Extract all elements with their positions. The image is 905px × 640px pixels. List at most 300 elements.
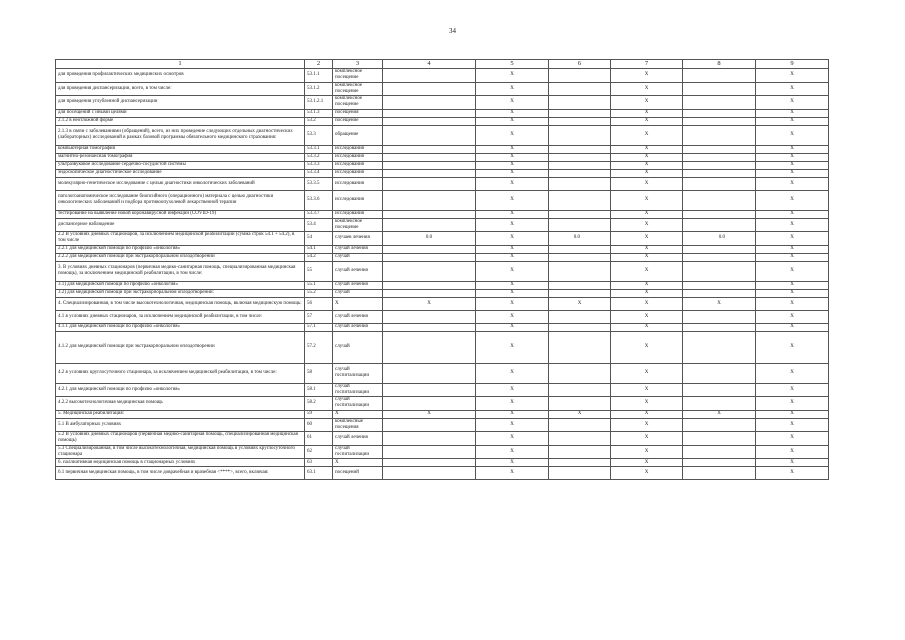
value-cell	[683, 109, 756, 117]
value-cell	[683, 245, 756, 253]
unit-of-measure: комплексные посещения	[333, 418, 383, 432]
row-description: 4. Специализированная, в том числе высокотехнологичная, медицинская помощь, включая медицинскую помощь:	[56, 297, 305, 310]
value-cell: X	[549, 297, 611, 310]
row-code: 53.3.1	[305, 145, 333, 153]
value-cell	[549, 331, 611, 363]
value-cell	[549, 281, 611, 289]
value-cell: X	[611, 177, 683, 190]
value-cell: X	[611, 310, 683, 323]
table-row	[56, 410, 829, 418]
value-cell: X	[611, 210, 683, 218]
table-row	[56, 82, 829, 96]
row-description: тестирование на выявление новой коронавирусной инфекции (COVID-19)	[56, 210, 305, 218]
column-number: 1	[56, 60, 305, 69]
unit-of-measure: исследования	[333, 190, 383, 210]
value-cell: X	[476, 397, 549, 411]
value-cell	[383, 145, 476, 153]
value-cell	[683, 161, 756, 169]
value-cell: X	[611, 418, 683, 432]
value-cell: X	[476, 281, 549, 289]
value-cell	[549, 467, 611, 480]
value-cell	[383, 109, 476, 117]
row-code: 54.2	[305, 253, 333, 261]
value-cell	[549, 261, 611, 281]
value-cell	[549, 169, 611, 177]
value-cell	[549, 117, 611, 125]
value-cell: X	[611, 467, 683, 480]
column-number-row	[56, 60, 829, 69]
value-cell	[683, 281, 756, 289]
row-code: 58	[305, 363, 333, 383]
value-cell: X	[611, 323, 683, 331]
value-cell	[549, 289, 611, 297]
value-cell	[683, 383, 756, 397]
value-cell: X	[756, 310, 829, 323]
value-cell: X	[476, 310, 549, 323]
value-cell	[383, 210, 476, 218]
row-description: 6. паллиативная медицинская помощь в стационарных условиях	[56, 459, 305, 467]
row-description: 2.2.2 для медицинской помощи при экстракорпоральном оплодотворении	[56, 253, 305, 261]
value-cell: X	[611, 82, 683, 96]
value-cell	[683, 331, 756, 363]
value-cell	[683, 117, 756, 125]
unit-of-measure: случай госпитализации	[333, 383, 383, 397]
row-code: 53.2	[305, 117, 333, 125]
value-cell: X	[611, 261, 683, 281]
value-cell: X	[756, 153, 829, 161]
value-cell: X	[476, 161, 549, 169]
value-cell: X	[611, 145, 683, 153]
row-code: 57.1	[305, 323, 333, 331]
value-cell: X	[476, 261, 549, 281]
value-cell: X	[756, 289, 829, 297]
value-cell	[683, 153, 756, 161]
row-code: 56	[305, 297, 333, 310]
value-cell: X	[756, 281, 829, 289]
unit-of-measure: исследования	[333, 177, 383, 190]
row-description: для проведения углубленной диспансеризации	[56, 96, 305, 110]
value-cell: X	[611, 297, 683, 310]
value-cell: X	[611, 161, 683, 169]
value-cell	[683, 323, 756, 331]
value-cell	[549, 310, 611, 323]
value-cell: X	[756, 69, 829, 83]
value-cell: X	[476, 418, 549, 432]
value-cell	[383, 432, 476, 446]
value-cell: X	[611, 169, 683, 177]
unit-of-measure: X	[333, 410, 383, 418]
value-cell	[383, 459, 476, 467]
value-cell: X	[611, 125, 683, 145]
value-cell: X	[611, 117, 683, 125]
unit-of-measure: случай лечения	[333, 310, 383, 323]
column-number: 8	[683, 60, 756, 69]
value-cell: X	[476, 331, 549, 363]
value-cell: X	[756, 210, 829, 218]
value-cell: X	[476, 432, 549, 446]
unit-of-measure: случаев лечения	[333, 232, 383, 246]
value-cell: X	[611, 69, 683, 83]
value-cell: X	[756, 125, 829, 145]
value-cell	[549, 69, 611, 83]
value-cell	[383, 177, 476, 190]
unit-of-measure: случай	[333, 253, 383, 261]
row-description: молекулярно-генетическое исследование с целью диагностики онкологических заболеваний	[56, 177, 305, 190]
value-cell: X	[476, 109, 549, 117]
table-row	[56, 177, 829, 190]
value-cell	[683, 190, 756, 210]
value-cell: X	[476, 253, 549, 261]
table-row	[56, 383, 829, 397]
row-description: для посещений с иными целями	[56, 109, 305, 117]
value-cell: X	[476, 297, 549, 310]
value-cell	[549, 109, 611, 117]
table-row	[56, 109, 829, 117]
value-cell	[383, 289, 476, 297]
value-cell: X	[476, 210, 549, 218]
value-cell	[549, 161, 611, 169]
value-cell: X	[476, 363, 549, 383]
value-cell: X	[756, 218, 829, 232]
value-cell	[683, 310, 756, 323]
value-cell: X	[611, 232, 683, 246]
table-row	[56, 125, 829, 145]
row-code: 57	[305, 310, 333, 323]
row-code: 60	[305, 418, 333, 432]
value-cell	[383, 418, 476, 432]
unit-of-measure: комплексное посещение	[333, 69, 383, 83]
value-cell: 0.0	[683, 232, 756, 246]
table-row	[56, 261, 829, 281]
row-code: 53.3.2	[305, 153, 333, 161]
value-cell: X	[756, 445, 829, 459]
value-cell	[683, 418, 756, 432]
value-cell	[383, 161, 476, 169]
row-code: 53.4	[305, 218, 333, 232]
row-description: 2.2.1 для медицинской помощи по профилю «онкология»	[56, 245, 305, 253]
value-cell: X	[549, 410, 611, 418]
row-description: диспансерное наблюдение	[56, 218, 305, 232]
value-cell: X	[611, 153, 683, 161]
row-code: 53.3	[305, 125, 333, 145]
value-cell: X	[756, 383, 829, 397]
table-row	[56, 310, 829, 323]
value-cell	[383, 153, 476, 161]
value-cell: X	[756, 467, 829, 480]
row-code: 59	[305, 410, 333, 418]
value-cell	[683, 210, 756, 218]
value-cell	[549, 125, 611, 145]
table-row	[56, 289, 829, 297]
value-cell	[683, 125, 756, 145]
value-cell	[549, 397, 611, 411]
value-cell	[549, 82, 611, 96]
value-cell: X	[476, 218, 549, 232]
value-cell: X	[476, 383, 549, 397]
value-cell: X	[683, 410, 756, 418]
value-cell: X	[476, 323, 549, 331]
row-code: 57.2	[305, 331, 333, 363]
value-cell: X	[611, 281, 683, 289]
unit-of-measure: посещение	[333, 117, 383, 125]
column-number: 5	[476, 60, 549, 69]
value-cell: X	[756, 363, 829, 383]
row-code: 63.1	[305, 467, 333, 480]
value-cell: X	[756, 418, 829, 432]
medical-care-volume-table	[55, 59, 829, 480]
value-cell	[383, 253, 476, 261]
row-description: патологоанатомическое исследование биопсийного (операционного) материала с целью диагностики онкологических заболеваний и подбора противоопухолевой лекарственной терапии	[56, 190, 305, 210]
value-cell	[383, 281, 476, 289]
row-code: 53.1.2.1	[305, 96, 333, 110]
unit-of-measure: исследования	[333, 161, 383, 169]
value-cell: X	[611, 109, 683, 117]
value-cell	[383, 331, 476, 363]
row-description: 3. В условиях дневных стационаров (первичная медико-санитарная помощь, специализированная медицинская помощь), за исключением медицинской реабилитации, в том числе:	[56, 261, 305, 281]
value-cell	[683, 82, 756, 96]
table-row	[56, 169, 829, 177]
row-description: 3.1) для медицинской помощи по профилю «онкология»	[56, 281, 305, 289]
unit-of-measure: случай лечения	[333, 245, 383, 253]
table-row	[56, 432, 829, 446]
row-description: 2.2 В условиях дневных стационаров, за исключением медицинской реабилитации (сумма строк 54.1 + 54.2), в том числе	[56, 232, 305, 246]
unit-of-measure: случай	[333, 289, 383, 297]
value-cell	[549, 323, 611, 331]
value-cell	[683, 145, 756, 153]
value-cell	[683, 467, 756, 480]
unit-of-measure: посещения	[333, 109, 383, 117]
value-cell: X	[476, 445, 549, 459]
table-row	[56, 397, 829, 411]
value-cell: X	[611, 432, 683, 446]
row-code: 63	[305, 459, 333, 467]
value-cell	[383, 397, 476, 411]
table-row	[56, 218, 829, 232]
value-cell	[549, 432, 611, 446]
value-cell: X	[476, 289, 549, 297]
unit-of-measure: комплексное посещение	[333, 218, 383, 232]
value-cell	[549, 177, 611, 190]
row-description: 3.2) для медицинской помощи при экстракорпоральном оплодотворении:	[56, 289, 305, 297]
row-code: 53.3.6	[305, 190, 333, 210]
value-cell: X	[756, 232, 829, 246]
value-cell: X	[476, 96, 549, 110]
value-cell	[549, 190, 611, 210]
value-cell: X	[611, 410, 683, 418]
table-row	[56, 145, 829, 153]
value-cell	[383, 445, 476, 459]
value-cell	[383, 310, 476, 323]
table-row	[56, 281, 829, 289]
value-cell	[383, 218, 476, 232]
value-cell	[383, 69, 476, 83]
row-code: 62	[305, 445, 333, 459]
unit-of-measure: X	[333, 297, 383, 310]
value-cell	[549, 363, 611, 383]
unit-of-measure: случай лечения	[333, 261, 383, 281]
row-description: 5. Медицинская реабилитация:	[56, 410, 305, 418]
unit-of-measure: посещений	[333, 467, 383, 480]
value-cell	[383, 190, 476, 210]
row-code: 54.1	[305, 245, 333, 253]
row-description: 4.2 в условиях круглосуточного стационара, за исключением медицинской реабилитации, в том числе:	[56, 363, 305, 383]
column-number: 2	[305, 60, 333, 69]
row-description: 5.2 В условиях дневных стационаров (первичная медико-санитарная помощь, специализированная медицинская помощь)	[56, 432, 305, 446]
table-row	[56, 331, 829, 363]
row-description: для проведения профилактических медицинских осмотров	[56, 69, 305, 83]
value-cell: X	[476, 169, 549, 177]
value-cell	[383, 82, 476, 96]
table-row	[56, 467, 829, 480]
value-cell: X	[476, 245, 549, 253]
row-description: эндоскопическое диагностическое исследование	[56, 169, 305, 177]
table-row	[56, 117, 829, 125]
value-cell	[549, 145, 611, 153]
value-cell	[549, 418, 611, 432]
value-cell	[683, 363, 756, 383]
table-row	[56, 253, 829, 261]
unit-of-measure: исследования	[333, 169, 383, 177]
value-cell	[383, 96, 476, 110]
table-row	[56, 232, 829, 246]
value-cell: X	[476, 117, 549, 125]
row-description: компьютерная томография	[56, 145, 305, 153]
value-cell	[683, 432, 756, 446]
row-description: 2.1.3 в связи с заболеваниями (обращений), всего, из них проведение следующих отдельных диагностических (лабораторных) исследований в рамках базовой программы обязательного медицинского страхования:	[56, 125, 305, 145]
row-description: 4.1.2 для медицинской помощи при экстракорпоральном оплодотворении	[56, 331, 305, 363]
value-cell	[683, 169, 756, 177]
table-row	[56, 445, 829, 459]
value-cell: X	[756, 82, 829, 96]
value-cell: X	[611, 218, 683, 232]
value-cell: X	[611, 363, 683, 383]
row-code: 55.2	[305, 289, 333, 297]
value-cell: X	[476, 410, 549, 418]
value-cell	[549, 218, 611, 232]
value-cell: X	[476, 467, 549, 480]
row-code: 53.3.3	[305, 161, 333, 169]
value-cell	[383, 363, 476, 383]
value-cell	[683, 96, 756, 110]
value-cell	[383, 125, 476, 145]
value-cell: X	[756, 432, 829, 446]
row-code: 55	[305, 261, 333, 281]
value-cell: X	[756, 161, 829, 169]
value-cell: X	[611, 190, 683, 210]
value-cell: X	[756, 261, 829, 281]
value-cell	[683, 289, 756, 297]
value-cell: X	[756, 245, 829, 253]
unit-of-measure: случай лечения	[333, 432, 383, 446]
unit-of-measure: X	[333, 459, 383, 467]
column-number: 7	[611, 60, 683, 69]
value-cell: 0.0	[549, 232, 611, 246]
value-cell	[383, 467, 476, 480]
row-code: 53.3.4	[305, 169, 333, 177]
row-code: 55.1	[305, 281, 333, 289]
column-number: 3	[333, 60, 383, 69]
value-cell	[683, 69, 756, 83]
value-cell	[683, 445, 756, 459]
value-cell	[549, 383, 611, 397]
table-row	[56, 190, 829, 210]
value-cell: X	[383, 410, 476, 418]
value-cell	[383, 169, 476, 177]
value-cell	[549, 253, 611, 261]
row-description: ультразвуковое исследование сердечно-сосудистой системы	[56, 161, 305, 169]
row-code: 54	[305, 232, 333, 246]
value-cell: X	[756, 177, 829, 190]
unit-of-measure: случай госпитализации	[333, 445, 383, 459]
table-row	[56, 418, 829, 432]
row-description: 2.1.2 в неотложной форме	[56, 117, 305, 125]
value-cell: X	[476, 69, 549, 83]
value-cell	[549, 153, 611, 161]
row-description: 4.1 в условиях дневных стационаров, за исключением медицинской реабилитации, в том числе:	[56, 310, 305, 323]
value-cell	[383, 261, 476, 281]
column-number: 6	[549, 60, 611, 69]
value-cell: X	[476, 145, 549, 153]
value-cell	[549, 445, 611, 459]
value-cell	[549, 245, 611, 253]
row-code: 58.2	[305, 397, 333, 411]
value-cell: X	[611, 289, 683, 297]
row-description: для проведения диспансеризации, всего, в том числе:	[56, 82, 305, 96]
unit-of-measure: случай лечения	[333, 323, 383, 331]
value-cell: X	[683, 297, 756, 310]
row-description: 4.2.1 для медицинской помощи по профилю «онкология»	[56, 383, 305, 397]
value-cell: X	[476, 190, 549, 210]
row-description: 5.3 Специализированная, в том числе высокотехнологичная, медицинская помощь в условиях круглосуточного стационара	[56, 445, 305, 459]
table-row	[56, 69, 829, 83]
value-cell	[549, 459, 611, 467]
row-description: 4.2.2 высокотехнологичная медицинская помощь	[56, 397, 305, 411]
unit-of-measure: исследования	[333, 153, 383, 161]
value-cell: X	[756, 169, 829, 177]
row-code: 53.3.5	[305, 177, 333, 190]
table-row	[56, 297, 829, 310]
row-description: 5.1 В амбулаторных условиях	[56, 418, 305, 432]
value-cell: X	[756, 410, 829, 418]
value-cell: X	[476, 459, 549, 467]
value-cell	[383, 245, 476, 253]
value-cell	[383, 117, 476, 125]
row-description: 4.1.1 для медицинской помощи по профилю «онкология»	[56, 323, 305, 331]
unit-of-measure: комплексное посещение	[333, 82, 383, 96]
unit-of-measure: исследования	[333, 145, 383, 153]
value-cell: X	[756, 297, 829, 310]
row-code: 53.1.1	[305, 69, 333, 83]
value-cell	[683, 459, 756, 467]
unit-of-measure: случай госпитализации	[333, 363, 383, 383]
value-cell: X	[756, 323, 829, 331]
table-row	[56, 363, 829, 383]
table-body	[56, 60, 829, 480]
table-row	[56, 323, 829, 331]
unit-of-measure: исследования	[333, 210, 383, 218]
table-row	[56, 96, 829, 110]
value-cell: X	[476, 82, 549, 96]
value-cell	[549, 210, 611, 218]
table-row	[56, 153, 829, 161]
table-row	[56, 245, 829, 253]
value-cell	[383, 383, 476, 397]
row-code: 53.1.2	[305, 82, 333, 96]
value-cell: X	[476, 125, 549, 145]
column-number: 9	[756, 60, 829, 69]
row-code: 61	[305, 432, 333, 446]
unit-of-measure: случай лечения	[333, 281, 383, 289]
